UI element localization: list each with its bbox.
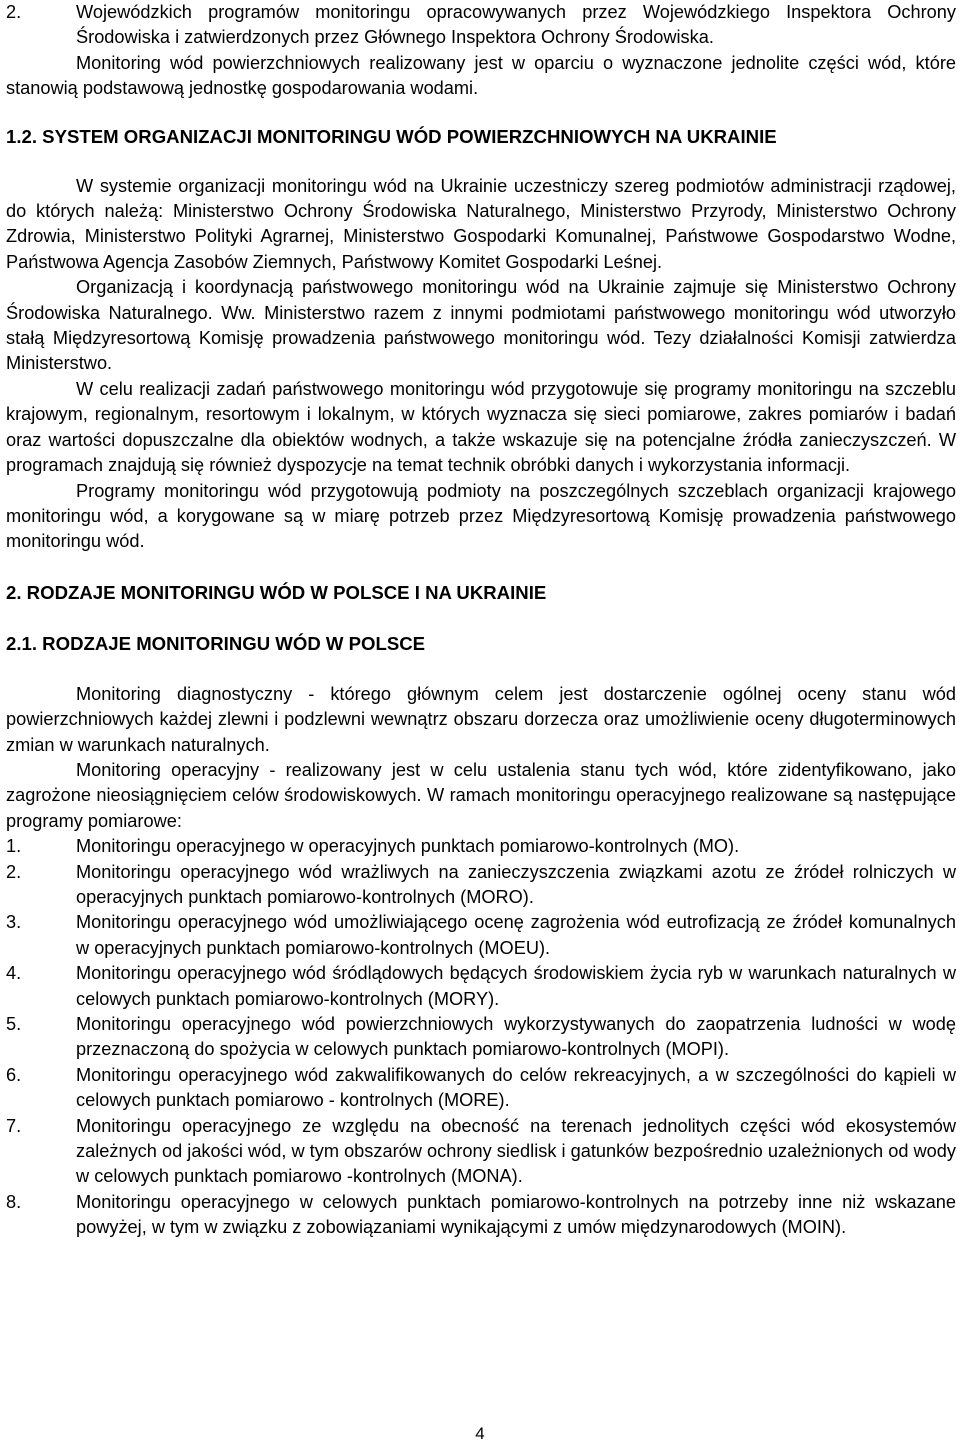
list-item xyxy=(6,1190,956,1241)
list-item-text: Monitoringu operacyjnego w celowych punktach pomiarowo-kontrolnych na potrzeby inne niż wskazane powyżej, w tym w związku z zobowiązaniami wynikającymi z umów międzynarodowych (MOIN). xyxy=(76,1191,956,1238)
list-item-text: Monitoringu operacyjnego wód umożliwiającego ocenę zagrożenia wód eutrofizacją ze źródeł komunalnych w operacyjnych punktach pomiarowo-kontrolnych (MOEU). xyxy=(76,912,956,958)
list-item-text: Monitoringu operacyjnego wód wrażliwych na zanieczyszczenia związkami azotu ze źródeł rolniczych w operacyjnych punktach pomiarowo-kontrolnych (MORO). xyxy=(76,861,956,907)
list-item xyxy=(6,860,956,911)
intro-list-item xyxy=(6,0,956,51)
list-item-text: Monitoringu operacyjnego ze względu na obecność na terenach jednolitych części wód ekosystemów zależnych od jakości wód, w tym obszarów ochrony siedlisk i gatunków bezpośrednio uzależnionych od wody w celowych punktach pomiarowo -kontrolnych (MONA). xyxy=(76,1115,956,1187)
section-2-1-paragraph: Monitoring diagnostyczny - którego głównym celem jest dostarczenie ogólnej oceny stanu wód powierzchniowych każdej zlewni i podzlewni wewnątrz obszaru dorzecza oraz umożliwienie oceny długoterminowych zmian w warunkach naturalnych. xyxy=(6,683,956,755)
list-item-number: 3. xyxy=(6,912,22,933)
list-item xyxy=(6,1063,956,1114)
intro-list-number: 2. xyxy=(6,2,22,22)
list-item xyxy=(6,1114,956,1190)
list-item xyxy=(6,961,956,1012)
list-item-number: 2. xyxy=(6,861,22,882)
list-item-number: 5. xyxy=(6,1014,22,1034)
monitoring-programs-list xyxy=(6,834,956,1241)
section-1-2-paragraph: W celu realizacji zadań państwowego monitoringu wód przygotowuje się programy monitoringu na szczeblu krajowym, regionalnym, resortowym i lokalnym, w których wyznacza się sieci pomiarowe, zakres pomiarów i badań oraz wartości dopuszczalne dla obiektów wodnych, a także wskazuje się na potencjalne źródła zanieczyszczeń. W programach znajdują się również dyspozycje na temat technik obróbki danych i wykorzystania informacji. xyxy=(6,378,956,476)
section-2-1-paragraph: Monitoring operacyjny - realizowany jest w celu ustalenia stanu tych wód, które zidentyfikowano, jako zagrożone nieosiągnięciem celów środowiskowych. W ramach monitoringu operacyjnego realizowane są następujące programy pomiarowe: xyxy=(6,759,956,831)
list-item-number: 1. xyxy=(6,836,22,857)
list-item-text: Monitoringu operacyjnego wód śródlądowych będących środowiskiem życia ryb w warunkach naturalnych w celowych punktach pomiarowo-kontrolnych (MORY). xyxy=(76,963,956,1009)
page-number: 4 xyxy=(475,1424,485,1443)
list-item xyxy=(6,834,956,859)
section-1-2-paragraph: Organizacją i koordynacją państwowego monitoringu wód na Ukrainie zajmuje się Ministerstwo Ochrony Środowiska Naturalnego. Ww. Ministerstwo razem z innymi podmiotami państwowego monitoringu wód utworzyło stałą Międzyresortową Komisję prowadzenia państwowego monitoringu wód. Tezy działalności Komisji zatwierdza Ministerstwo. xyxy=(6,277,956,374)
section-1-2-paragraph: Programy monitoringu wód przygotowują podmioty na poszczególnych szczeblach organizacji krajowego monitoringu wód, a korygowane są w miarę potrzeb przez Międzyresortową Komisję prowadzenia państwowego monitoringu wód. xyxy=(6,480,956,552)
list-item-text: Monitoringu operacyjnego w operacyjnych punktach pomiarowo-kontrolnych (MO). xyxy=(76,836,740,857)
list-item-number: 8. xyxy=(6,1191,22,1212)
document-page xyxy=(6,0,956,1241)
section-1-2-heading: 1.2. SYSTEM ORGANIZACJI MONITORINGU WÓD POWIERZCHNIOWYCH NA UKRAINIE xyxy=(6,125,777,147)
list-item xyxy=(6,1012,956,1063)
section-2-heading: 2. RODZAJE MONITORINGU WÓD W POLSCE I NA UKRAINIE xyxy=(6,581,547,603)
list-item-text: Monitoringu operacyjnego wód zakwalifikowanych do celów rekreacyjnych, a w szczególności do kąpieli w celowych punktach pomiarowo - kontrolnych (MORE). xyxy=(76,1064,956,1111)
intro-list-text: Wojewódzkich programów monitoringu opracowywanych przez Wojewódzkiego Inspektora Ochrony Środowiska i zatwierdzonych przez Głównego Inspektora Ochrony Środowiska. xyxy=(76,2,956,48)
section-1-2-paragraph: W systemie organizacji monitoringu wód na Ukrainie uczestniczy szereg podmiotów administracji rządowej, do których należą: Ministerstwo Ochrony Środowiska Naturalnego, Ministerstwo Przyrody, Ministerstwo Ochrony Zdrowia, Ministerstwo Polityki Agrarnej, Ministerstwo Gospodarki Komunalnej, Państwowe Gospodarstwo Wodne, Państwowa Agencja Zasobów Ziemnych, Państwowy Komitet Gospodarki Leśnej. xyxy=(6,175,956,272)
section-2-1-heading: 2.1. RODZAJE MONITORINGU WÓD W POLSCE xyxy=(6,632,426,654)
list-item-number: 4. xyxy=(6,963,22,984)
list-item-number: 6. xyxy=(6,1064,22,1085)
list-item xyxy=(6,910,956,961)
list-item-number: 7. xyxy=(6,1115,22,1136)
intro-paragraph: Monitoring wód powierzchniowych realizowany jest w oparciu o wyznaczone jednolite części wód, które stanowią podstawową jednostkę gospodarowania wodami. xyxy=(6,52,956,99)
list-item-text: Monitoringu operacyjnego wód powierzchniowych wykorzystywanych do zaopatrzenia ludności w wodę przeznaczoną do spożycia w celowych punktach pomiarowo-kontrolnych (MOPI). xyxy=(76,1014,956,1060)
